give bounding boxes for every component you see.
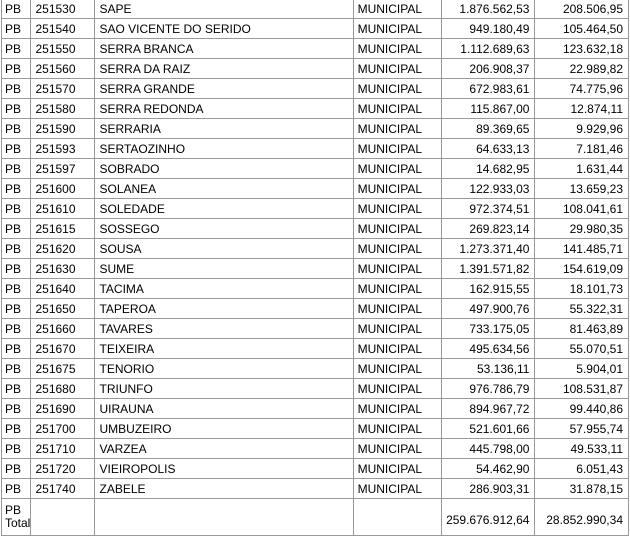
municipality-cell: ZABELE xyxy=(95,479,353,499)
code-cell: 251710 xyxy=(31,439,95,459)
code-cell: 251690 xyxy=(31,399,95,419)
code-cell: 251590 xyxy=(31,119,95,139)
type-cell: MUNICIPAL xyxy=(353,439,441,459)
uf-cell: PB xyxy=(2,419,31,439)
total-row xyxy=(2,499,629,536)
value2-cell: 7.181,46 xyxy=(535,139,629,159)
value2-cell: 55.322,31 xyxy=(535,299,629,319)
table-row xyxy=(2,239,629,259)
table-row xyxy=(2,0,629,19)
value1-cell: 269.823,14 xyxy=(442,219,535,239)
table-row xyxy=(2,79,629,99)
type-cell: MUNICIPAL xyxy=(353,59,441,79)
value2-cell: 5.904,01 xyxy=(535,359,629,379)
uf-cell: PB xyxy=(2,319,31,339)
table-row xyxy=(2,379,629,399)
municipality-cell: TAVARES xyxy=(95,319,353,339)
value2-cell: 22.989,82 xyxy=(535,59,629,79)
code-cell: 251530 xyxy=(31,0,95,19)
table-row xyxy=(2,399,629,419)
code-cell: 251560 xyxy=(31,59,95,79)
value1-cell: 286.903,31 xyxy=(442,479,535,499)
uf-cell: PB xyxy=(2,439,31,459)
type-cell: MUNICIPAL xyxy=(353,39,441,59)
uf-cell: PB xyxy=(2,459,31,479)
uf-cell: PB xyxy=(2,359,31,379)
value1-cell: 1.876.562,53 xyxy=(442,0,535,19)
table-row xyxy=(2,179,629,199)
value2-cell: 105.464,50 xyxy=(535,19,629,39)
municipality-cell: SUME xyxy=(95,259,353,279)
value2-cell: 74.775,96 xyxy=(535,79,629,99)
municipality-cell: SOSSEGO xyxy=(95,219,353,239)
code-cell: 251670 xyxy=(31,339,95,359)
municipality-cell: VIEIROPOLIS xyxy=(95,459,353,479)
code-cell: 251660 xyxy=(31,319,95,339)
type-cell: MUNICIPAL xyxy=(353,199,441,219)
uf-cell: PB xyxy=(2,119,31,139)
uf-cell: PB xyxy=(2,299,31,319)
type-cell: MUNICIPAL xyxy=(353,0,441,19)
total-type-cell xyxy=(353,499,441,536)
table-row xyxy=(2,419,629,439)
code-cell: 251740 xyxy=(31,479,95,499)
uf-cell: PB xyxy=(2,219,31,239)
value1-cell: 445.798,00 xyxy=(442,439,535,459)
municipality-cell: SERRA DA RAIZ xyxy=(95,59,353,79)
table-row xyxy=(2,119,629,139)
municipality-cell: SERRA BRANCA xyxy=(95,39,353,59)
value2-cell: 55.070,51 xyxy=(535,339,629,359)
value2-cell: 31.878,15 xyxy=(535,479,629,499)
value1-cell: 733.175,05 xyxy=(442,319,535,339)
type-cell: MUNICIPAL xyxy=(353,239,441,259)
uf-cell: PB xyxy=(2,339,31,359)
type-cell: MUNICIPAL xyxy=(353,319,441,339)
code-cell: 251610 xyxy=(31,199,95,219)
type-cell: MUNICIPAL xyxy=(353,359,441,379)
value1-cell: 894.967,72 xyxy=(442,399,535,419)
code-cell: 251615 xyxy=(31,219,95,239)
type-cell: MUNICIPAL xyxy=(353,279,441,299)
value2-cell: 81.463,89 xyxy=(535,319,629,339)
table-row xyxy=(2,359,629,379)
municipality-cell: UIRAUNA xyxy=(95,399,353,419)
municipality-cell: SOLEDADE xyxy=(95,199,353,219)
uf-cell: PB xyxy=(2,259,31,279)
value1-cell: 1.391.571,82 xyxy=(442,259,535,279)
table-row xyxy=(2,219,629,239)
type-cell: MUNICIPAL xyxy=(353,339,441,359)
type-cell: MUNICIPAL xyxy=(353,479,441,499)
value2-cell: 9.929,96 xyxy=(535,119,629,139)
value1-cell: 1.273.371,40 xyxy=(442,239,535,259)
type-cell: MUNICIPAL xyxy=(353,399,441,419)
table-row xyxy=(2,319,629,339)
municipality-cell: SERTAOZINHO xyxy=(95,139,353,159)
value1-cell: 949.180,49 xyxy=(442,19,535,39)
table-row xyxy=(2,159,629,179)
value1-cell: 976.786,79 xyxy=(442,379,535,399)
type-cell: MUNICIPAL xyxy=(353,299,441,319)
type-cell: MUNICIPAL xyxy=(353,139,441,159)
uf-cell: PB xyxy=(2,99,31,119)
type-cell: MUNICIPAL xyxy=(353,179,441,199)
value2-cell: 108.041,61 xyxy=(535,199,629,219)
municipality-cell: VARZEA xyxy=(95,439,353,459)
value2-cell: 108.531,87 xyxy=(535,379,629,399)
total-label-line1: PB xyxy=(5,503,22,517)
value2-cell: 57.955,74 xyxy=(535,419,629,439)
table-row xyxy=(2,299,629,319)
municipality-cell: UMBUZEIRO xyxy=(95,419,353,439)
municipality-cell: SOUSA xyxy=(95,239,353,259)
table-row xyxy=(2,39,629,59)
municipality-cell: SOBRADO xyxy=(95,159,353,179)
uf-cell: PB xyxy=(2,19,31,39)
table-row xyxy=(2,19,629,39)
total-label-cell xyxy=(2,499,31,536)
municipal-values-table xyxy=(1,0,629,536)
value2-cell: 18.101,73 xyxy=(535,279,629,299)
code-cell: 251640 xyxy=(31,279,95,299)
table-row xyxy=(2,479,629,499)
table-row xyxy=(2,279,629,299)
value2-cell: 141.485,71 xyxy=(535,239,629,259)
code-cell: 251700 xyxy=(31,419,95,439)
value2-cell: 6.051,43 xyxy=(535,459,629,479)
total-value2-cell: 28.852.990,34 xyxy=(535,499,629,536)
value2-cell: 1.631,44 xyxy=(535,159,629,179)
uf-cell: PB xyxy=(2,79,31,99)
value1-cell: 64.633,13 xyxy=(442,139,535,159)
municipality-cell: TENORIO xyxy=(95,359,353,379)
type-cell: MUNICIPAL xyxy=(353,99,441,119)
uf-cell: PB xyxy=(2,139,31,159)
uf-cell: PB xyxy=(2,159,31,179)
code-cell: 251593 xyxy=(31,139,95,159)
municipality-cell: SAPE xyxy=(95,0,353,19)
value1-cell: 162.915,55 xyxy=(442,279,535,299)
code-cell: 251600 xyxy=(31,179,95,199)
value1-cell: 206.908,37 xyxy=(442,59,535,79)
value2-cell: 13.659,23 xyxy=(535,179,629,199)
type-cell: MUNICIPAL xyxy=(353,79,441,99)
municipality-cell: SERRARIA xyxy=(95,119,353,139)
municipality-cell: SERRA GRANDE xyxy=(95,79,353,99)
value1-cell: 497.900,76 xyxy=(442,299,535,319)
uf-cell: PB xyxy=(2,39,31,59)
type-cell: MUNICIPAL xyxy=(353,219,441,239)
value1-cell: 521.601,66 xyxy=(442,419,535,439)
municipality-cell: TACIMA xyxy=(95,279,353,299)
uf-cell: PB xyxy=(2,479,31,499)
total-value1-cell: 259.676.912,64 xyxy=(442,499,535,536)
municipality-cell: SOLANEA xyxy=(95,179,353,199)
value1-cell: 89.369,65 xyxy=(442,119,535,139)
table-row xyxy=(2,199,629,219)
value2-cell: 12.874,11 xyxy=(535,99,629,119)
uf-cell: PB xyxy=(2,279,31,299)
value1-cell: 495.634,56 xyxy=(442,339,535,359)
value2-cell: 123.632,18 xyxy=(535,39,629,59)
type-cell: MUNICIPAL xyxy=(353,159,441,179)
value1-cell: 115.867,00 xyxy=(442,99,535,119)
type-cell: MUNICIPAL xyxy=(353,119,441,139)
table-row xyxy=(2,59,629,79)
municipality-cell: TRIUNFO xyxy=(95,379,353,399)
table-row xyxy=(2,139,629,159)
code-cell: 251540 xyxy=(31,19,95,39)
value1-cell: 54.462,90 xyxy=(442,459,535,479)
value1-cell: 14.682,95 xyxy=(442,159,535,179)
value1-cell: 672.983,61 xyxy=(442,79,535,99)
uf-cell: PB xyxy=(2,179,31,199)
code-cell: 251597 xyxy=(31,159,95,179)
uf-cell: PB xyxy=(2,0,31,19)
code-cell: 251570 xyxy=(31,79,95,99)
type-cell: MUNICIPAL xyxy=(353,259,441,279)
uf-cell: PB xyxy=(2,379,31,399)
type-cell: MUNICIPAL xyxy=(353,459,441,479)
code-cell: 251675 xyxy=(31,359,95,379)
code-cell: 251680 xyxy=(31,379,95,399)
code-cell: 251720 xyxy=(31,459,95,479)
value2-cell: 154.619,09 xyxy=(535,259,629,279)
value1-cell: 1.112.689,63 xyxy=(442,39,535,59)
uf-cell: PB xyxy=(2,59,31,79)
municipality-cell: SERRA REDONDA xyxy=(95,99,353,119)
municipality-cell: TAPEROA xyxy=(95,299,353,319)
total-code-cell xyxy=(31,499,95,536)
value1-cell: 53.136,11 xyxy=(442,359,535,379)
value2-cell: 49.533,11 xyxy=(535,439,629,459)
value2-cell: 29.980,35 xyxy=(535,219,629,239)
municipality-cell: SAO VICENTE DO SERIDO xyxy=(95,19,353,39)
table-body xyxy=(2,0,629,499)
uf-cell: PB xyxy=(2,239,31,259)
total-name-cell xyxy=(95,499,353,536)
uf-cell: PB xyxy=(2,399,31,419)
code-cell: 251620 xyxy=(31,239,95,259)
table-row xyxy=(2,439,629,459)
type-cell: MUNICIPAL xyxy=(353,379,441,399)
municipality-cell: TEIXEIRA xyxy=(95,339,353,359)
table-row xyxy=(2,339,629,359)
code-cell: 251650 xyxy=(31,299,95,319)
table-row xyxy=(2,459,629,479)
code-cell: 251580 xyxy=(31,99,95,119)
total-label-line2: Total xyxy=(5,516,31,530)
uf-cell: PB xyxy=(2,199,31,219)
type-cell: MUNICIPAL xyxy=(353,419,441,439)
code-cell: 251550 xyxy=(31,39,95,59)
value1-cell: 122.933,03 xyxy=(442,179,535,199)
value1-cell: 972.374,51 xyxy=(442,199,535,219)
type-cell: MUNICIPAL xyxy=(353,19,441,39)
table-row xyxy=(2,99,629,119)
table-row xyxy=(2,259,629,279)
value2-cell: 99.440,86 xyxy=(535,399,629,419)
value2-cell: 208.506,95 xyxy=(535,0,629,19)
code-cell: 251630 xyxy=(31,259,95,279)
